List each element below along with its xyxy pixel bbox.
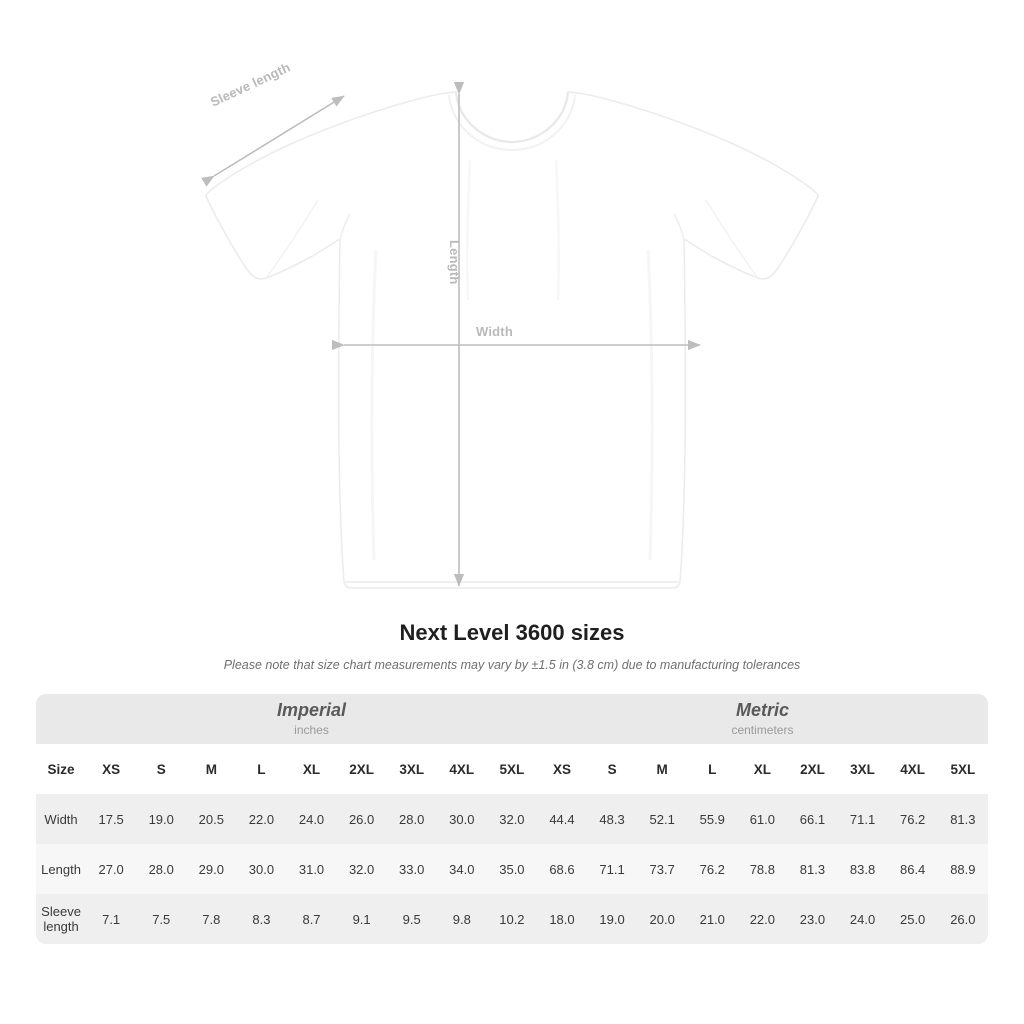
cell-length-imperial-4xl: 34.0	[437, 844, 487, 894]
size-header-imperial-5xl: 5XL	[487, 744, 537, 794]
size-header-metric-l: L	[687, 744, 737, 794]
cell-sleeve-imperial-xl: 8.7	[286, 894, 336, 944]
cell-width-imperial-l: 22.0	[236, 794, 286, 844]
cell-width-imperial-xs: 17.5	[86, 794, 136, 844]
table-row	[36, 894, 988, 944]
unit-sub-imperial: inches	[294, 722, 329, 737]
cell-width-imperial-3xl: 28.0	[387, 794, 437, 844]
cell-length-imperial-xl: 31.0	[286, 844, 336, 894]
tshirt-shape	[206, 92, 818, 588]
cell-width-imperial-2xl: 26.0	[337, 794, 387, 844]
unit-header-row	[36, 694, 988, 744]
cell-length-imperial-3xl: 33.0	[387, 844, 437, 894]
cell-width-imperial-m: 20.5	[186, 794, 236, 844]
unit-corner-cell	[36, 694, 86, 744]
cell-sleeve-imperial-5xl: 10.2	[487, 894, 537, 944]
cell-sleeve-metric-xl: 22.0	[737, 894, 787, 944]
unit-name-metric: Metric	[735, 700, 789, 721]
size-header-imperial-l: L	[236, 744, 286, 794]
cell-sleeve-metric-4xl: 25.0	[888, 894, 938, 944]
cell-sleeve-imperial-2xl: 9.1	[337, 894, 387, 944]
cell-sleeve-metric-s: 19.0	[587, 894, 637, 944]
cell-width-imperial-4xl: 30.0	[437, 794, 487, 844]
cell-sleeve-imperial-4xl: 9.8	[437, 894, 487, 944]
size-header-metric-m: M	[637, 744, 687, 794]
size-header-metric-s: S	[587, 744, 637, 794]
cell-length-metric-5xl: 88.9	[938, 844, 988, 894]
cell-width-metric-3xl: 71.1	[838, 794, 888, 844]
length-label: Length	[447, 240, 462, 285]
tolerance-note: Please note that size chart measurements may vary by ±1.5 in (3.8 cm) due to manufacturing tolerances	[223, 658, 801, 672]
cell-length-metric-4xl: 86.4	[888, 844, 938, 894]
cell-sleeve-imperial-l: 8.3	[236, 894, 286, 944]
cell-length-metric-m: 73.7	[637, 844, 687, 894]
size-header-imperial-s: S	[136, 744, 186, 794]
cell-sleeve-metric-5xl: 26.0	[938, 894, 988, 944]
size-header-metric-2xl: 2XL	[787, 744, 837, 794]
size-header-metric-xs: XS	[537, 744, 587, 794]
size-header-metric-5xl: 5XL	[938, 744, 988, 794]
size-header-metric-3xl: 3XL	[838, 744, 888, 794]
row-label-width: Width	[36, 794, 86, 844]
cell-sleeve-metric-xs: 18.0	[537, 894, 587, 944]
cell-length-imperial-s: 28.0	[136, 844, 186, 894]
cell-length-metric-xs: 68.6	[537, 844, 587, 894]
cell-width-metric-xs: 44.4	[537, 794, 587, 844]
cell-width-metric-2xl: 66.1	[787, 794, 837, 844]
size-header-imperial-3xl: 3XL	[387, 744, 437, 794]
cell-width-imperial-xl: 24.0	[286, 794, 336, 844]
cell-sleeve-metric-m: 20.0	[637, 894, 687, 944]
width-label: Width	[476, 324, 513, 339]
cell-length-metric-xl: 78.8	[737, 844, 787, 894]
cell-width-imperial-5xl: 32.0	[487, 794, 537, 844]
size-table-wrap	[36, 694, 988, 944]
unit-header-imperial	[86, 694, 537, 744]
unit-name-imperial: Imperial	[277, 700, 347, 721]
cell-length-imperial-5xl: 35.0	[487, 844, 537, 894]
page-title: Next Level 3600 sizes	[399, 620, 625, 645]
cell-sleeve-imperial-3xl: 9.5	[387, 894, 437, 944]
title-block	[0, 620, 1024, 672]
cell-length-imperial-2xl: 32.0	[337, 844, 387, 894]
cell-length-imperial-xs: 27.0	[86, 844, 136, 894]
unit-sub-metric: centimeters	[731, 722, 794, 737]
cell-length-metric-s: 71.1	[587, 844, 637, 894]
cell-width-metric-m: 52.1	[637, 794, 687, 844]
size-header-metric-xl: XL	[737, 744, 787, 794]
cell-sleeve-metric-l: 21.0	[687, 894, 737, 944]
cell-width-metric-xl: 61.0	[737, 794, 787, 844]
unit-header-metric	[537, 694, 988, 744]
size-header-metric-4xl: 4XL	[888, 744, 938, 794]
cell-width-metric-4xl: 76.2	[888, 794, 938, 844]
cell-length-metric-3xl: 83.8	[838, 844, 888, 894]
cell-length-imperial-l: 30.0	[236, 844, 286, 894]
size-header-label: Size	[36, 744, 86, 794]
table-row	[36, 794, 988, 844]
cell-sleeve-imperial-s: 7.5	[136, 894, 186, 944]
cell-width-metric-l: 55.9	[687, 794, 737, 844]
cell-sleeve-metric-2xl: 23.0	[787, 894, 837, 944]
cell-length-metric-l: 76.2	[687, 844, 737, 894]
cell-width-imperial-s: 19.0	[136, 794, 186, 844]
size-table	[36, 694, 988, 944]
row-label-sleeve-length: Sleeve length	[36, 894, 86, 944]
size-header-imperial-m: M	[186, 744, 236, 794]
cell-sleeve-imperial-xs: 7.1	[86, 894, 136, 944]
cell-sleeve-imperial-m: 7.8	[186, 894, 236, 944]
cell-length-metric-2xl: 81.3	[787, 844, 837, 894]
size-header-imperial-4xl: 4XL	[437, 744, 487, 794]
cell-length-imperial-m: 29.0	[186, 844, 236, 894]
sleeve-length-label: Sleeve length	[208, 59, 293, 110]
table-row	[36, 844, 988, 894]
size-header-imperial-2xl: 2XL	[337, 744, 387, 794]
cell-sleeve-metric-3xl: 24.0	[838, 894, 888, 944]
row-label-length: Length	[36, 844, 86, 894]
size-header-imperial-xs: XS	[86, 744, 136, 794]
size-header-row	[36, 744, 988, 794]
cell-width-metric-s: 48.3	[587, 794, 637, 844]
size-header-imperial-xl: XL	[286, 744, 336, 794]
cell-width-metric-5xl: 81.3	[938, 794, 988, 844]
